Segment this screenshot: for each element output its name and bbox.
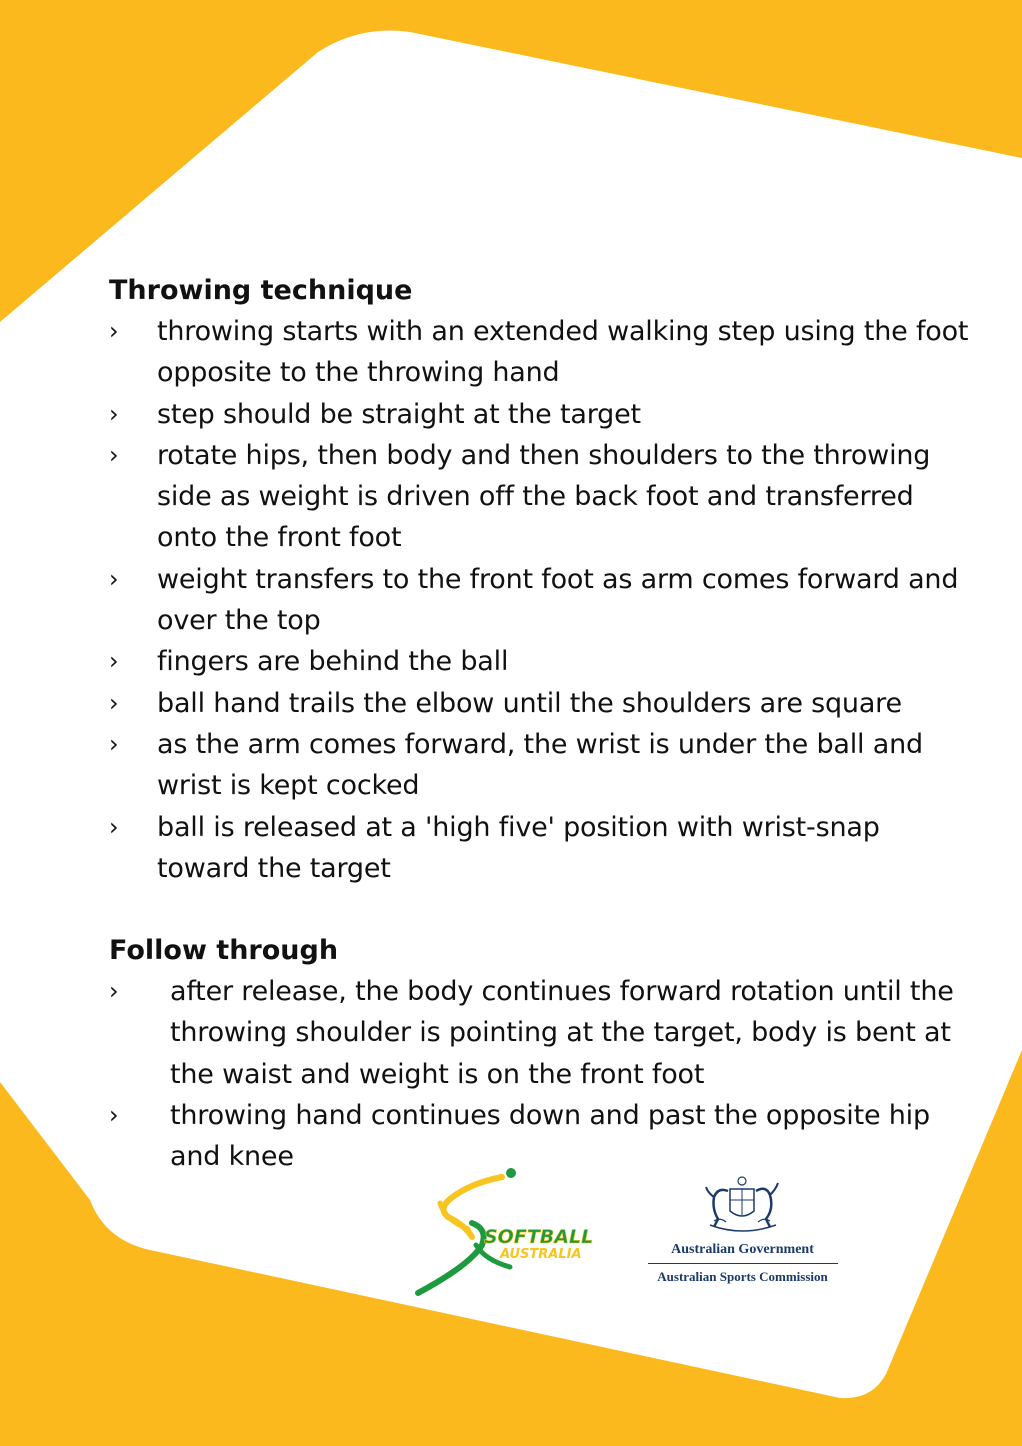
list-item: › fingers are behind the ball — [109, 641, 969, 682]
throwing-technique-list — [109, 311, 969, 889]
bullet-marker: › — [109, 729, 119, 758]
divider — [648, 1263, 838, 1264]
australia-wordmark: AUSTRALIA — [500, 1247, 582, 1262]
bullet-marker: › — [109, 399, 119, 428]
softball-wordmark: SOFTBALL — [484, 1226, 594, 1248]
bullet-marker: › — [109, 812, 119, 841]
softball-australia-logo — [410, 1165, 595, 1300]
australian-government-label: Australian Government — [671, 1242, 814, 1257]
content-area — [109, 270, 969, 1178]
list-item: › after release, the body continues forward rotation until the throwing shoulder is pointing at the target, body is bent at the waist and weight is on the front foot — [109, 971, 969, 1095]
follow-through-heading: Follow through — [109, 935, 339, 967]
bullet-marker: › — [109, 440, 119, 469]
bullet-marker: › — [109, 564, 119, 593]
australian-government-logo — [640, 1175, 845, 1295]
list-item: › step should be straight at the target — [109, 394, 969, 435]
section-spacer — [109, 889, 969, 930]
throwing-technique-heading: Throwing technique — [109, 275, 413, 306]
bullet-marker: › — [109, 1101, 119, 1130]
bullet-marker: › — [109, 977, 119, 1006]
bullet-marker: › — [109, 317, 119, 345]
list-item: › ball is released at a 'high five' position with wrist-snap toward the target — [109, 807, 969, 890]
bullet-marker: › — [109, 688, 119, 717]
coat-of-arms-icon — [700, 1175, 785, 1237]
list-item: › ball hand trails the elbow until the shoulders are square — [109, 683, 969, 724]
australian-sports-commission-label: Australian Sports Commission — [657, 1269, 828, 1284]
list-item: › throwing hand continues down and past the opposite hip and knee — [109, 1095, 969, 1178]
follow-through-list — [109, 971, 969, 1177]
bullet-marker: › — [109, 647, 119, 676]
list-item: › as the arm comes forward, the wrist is under the ball and wrist is kept cocked — [109, 724, 969, 807]
list-item: › throwing starts with an extended walking step using the foot opposite to the throwing hand — [109, 311, 969, 394]
list-item: › weight transfers to the front foot as arm comes forward and over the top — [109, 559, 969, 642]
list-item: › rotate hips, then body and then shoulders to the throwing side as weight is driven off the back foot and transferred onto the front foot — [109, 435, 969, 559]
